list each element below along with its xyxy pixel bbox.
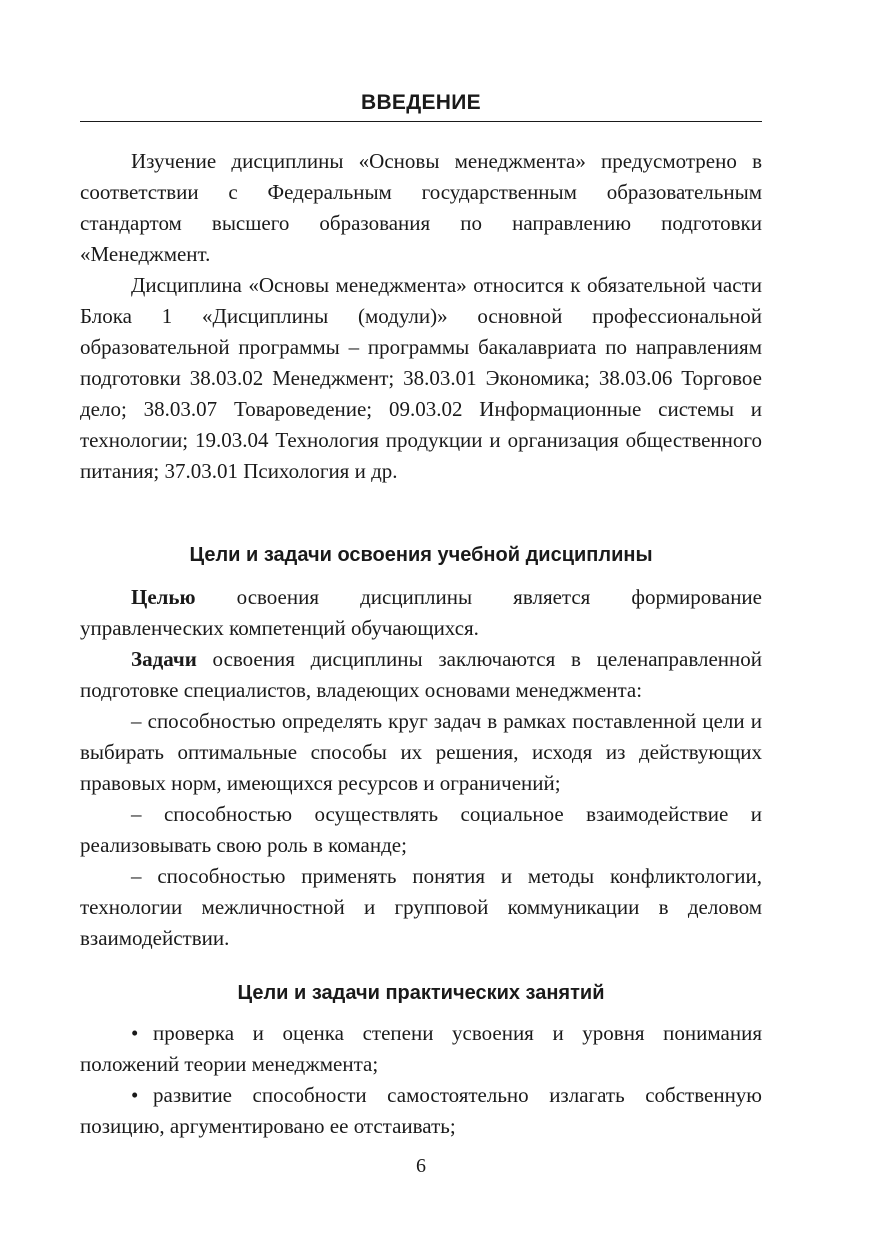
chapter-title: ВВЕДЕНИЕ	[361, 91, 481, 114]
practice-item	[80, 1080, 762, 1142]
page-number: 6	[416, 1155, 426, 1177]
goal-term: Целью	[131, 585, 196, 609]
practice-item-text: развитие способности самостоятельно излагать собственную позицию, аргументировано ее отстаивать;	[80, 1083, 762, 1138]
tasks-text: освоения дисциплины заключаются в целенаправленной подготовке специалистов, владеющих основами менеджмента:	[80, 647, 762, 702]
practice-item-text: проверка и оценка степени усвоения и уровня понимания положений теории менеджмента;	[80, 1021, 762, 1076]
bullet-icon: •	[131, 1083, 139, 1107]
intro-paragraph: Дисциплина «Основы менеджмента» относится к обязательной части Блока 1 «Дисциплины (модули)» основной профессиональной образовательной программы – программы бакалавриата по направлениям подготовки 38.03.02 Менеджмент; 38.03.01 Экономика; 38.03.06 Торговое дело; 38.03.07 Товароведение; 09.03.02 Информационные системы и технологии; 19.03.04 Технология продукции и организация общественного питания; 37.03.01 Психология и др.	[80, 273, 762, 483]
practice-item	[80, 1018, 762, 1080]
bullet-icon: •	[131, 1021, 139, 1045]
tasks-term: Задачи	[131, 647, 197, 671]
document-page	[80, 0, 762, 1240]
goals-heading: Цели и задачи освоения учебной дисциплины	[189, 544, 653, 566]
goal-paragraph	[80, 582, 762, 644]
goal-text: освоения дисциплины является формирование управленческих компетенций обучающихся.	[80, 585, 762, 640]
practice-block	[80, 1018, 762, 1142]
task-item: – способностью применять понятия и методы конфликтологии, технологии межличностной и групповой коммуникации в деловом взаимодействии.	[80, 864, 762, 950]
title-rule	[80, 121, 762, 122]
tasks-paragraph	[80, 644, 762, 706]
task-item: – способностью осуществлять социальное взаимодействие и реализовывать свою роль в команде;	[80, 802, 762, 857]
intro-paragraph: Изучение дисциплины «Основы менеджмента» предусмотрено в соответствии с Федеральным государственным образовательным стандартом высшего образования по направлению подготовки «Менеджмент.	[80, 149, 762, 266]
goals-block	[80, 582, 762, 954]
task-item: – способностью определять круг задач в рамках поставленной цели и выбирать оптимальные способы их решения, исходя из действующих правовых норм, имеющихся ресурсов и ограничений;	[80, 709, 762, 795]
intro-block	[80, 146, 762, 487]
practice-heading: Цели и задачи практических занятий	[237, 982, 605, 1004]
